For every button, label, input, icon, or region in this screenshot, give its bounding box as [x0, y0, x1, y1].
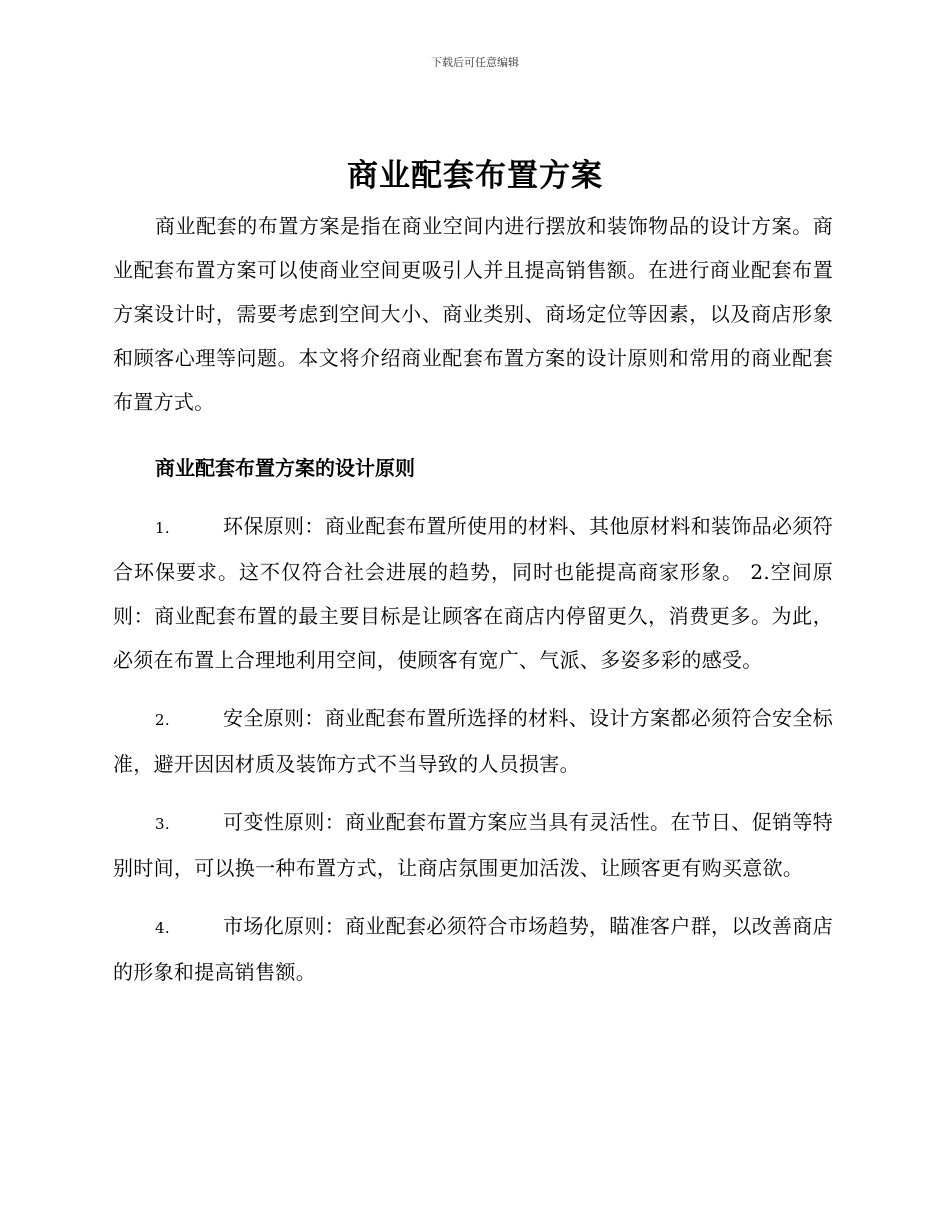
list-item [113, 696, 833, 786]
list-item-number: 2. [750, 560, 770, 584]
list-item-number: 1. [155, 519, 170, 537]
list-item [113, 904, 833, 994]
list-item [113, 504, 833, 682]
list-item-text: 安全原则：商业配套布置所选择的材料、设计方案都必须符合安全标准，避开因因材质及装饰方式不当导致的人员损害。 [113, 706, 833, 776]
page-header-note: 下载后可任意编辑 [431, 56, 519, 69]
document-title: 商业配套布置方案 [347, 158, 603, 194]
list-item-text: 市场化原则：商业配套必须符合市场趋势，瞄准客户群，以改善商店的形象和提高销售额。 [113, 914, 833, 984]
document-body [113, 204, 833, 994]
list-item [113, 800, 833, 890]
list-item-number: 3. [155, 815, 170, 833]
list-item-text: 空间原则：商业配套布置的最主要目标是让顾客在商店内停留更久，消费更多。为此，必须在布置上合理地利用空间，使顾客有宽广、气派、多姿多彩的感受。 [113, 560, 833, 672]
list-item-number: 2. [155, 711, 170, 729]
list-item-number: 4. [155, 919, 170, 937]
list-item-text: 可变性原则：商业配套布置方案应当具有灵活性。在节日、促销等特别时间，可以换一种布置方式，让商店氛围更加活泼、让顾客更有购买意欲。 [113, 810, 833, 880]
section-heading: 商业配套布置方案的设计原则 [155, 456, 415, 480]
intro-paragraph: 商业配套的布置方案是指在商业空间内进行摆放和装饰物品的设计方案。商业配套布置方案可以使商业空间更吸引人并且提高销售额。在进行商业配套布置方案设计时，需要考虑到空间大小、商业类别、商场定位等因素，以及商店形象和顾客心理等问题。本文将介绍商业配套布置方案的设计原则和常用的商业配套布置方式。 [113, 214, 833, 414]
list-item-text: 环保原则：商业配套布置所使用的材料、其他原材料和装饰品必须符合环保要求。这不仅符合社会进展的趋势，同时也能提高商家形象。 [113, 514, 833, 584]
